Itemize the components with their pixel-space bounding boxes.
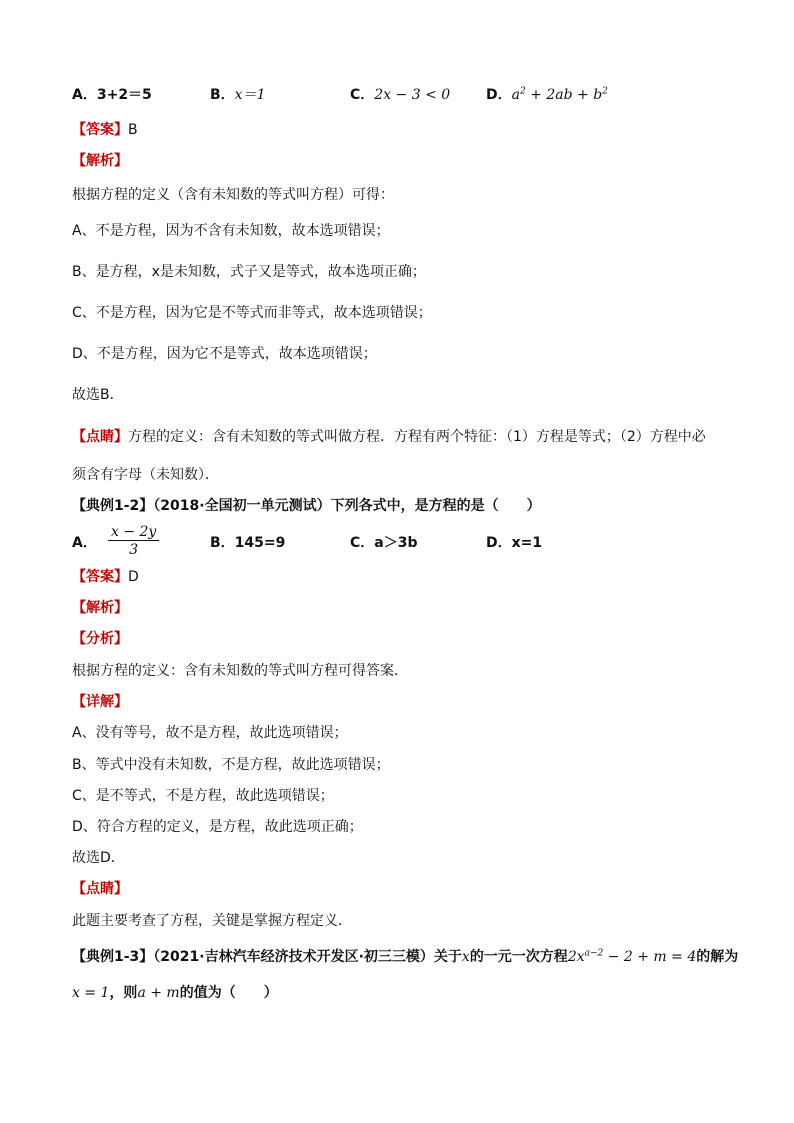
q1-analysis-line-6: 故选B． xyxy=(72,387,124,403)
q1-option-a: A．3+2＝5 xyxy=(72,87,152,103)
q2-analysis-sub-tag: 【分析】 xyxy=(72,631,128,647)
q1-answer: 【答案】B xyxy=(72,122,138,138)
q2-detail-line-4: D、符合方程的定义，是方程，故此选项正确； xyxy=(72,819,363,835)
q1-option-c: C．2x − 3 < 0 xyxy=(350,87,451,103)
q2-comment-line: 此题主要考查了方程，关键是掌握方程定义． xyxy=(72,913,352,929)
q1-comment-line-2: 须含有字母（未知数）． xyxy=(72,467,219,483)
q2-detail-line-2: B、等式中没有未知数，不是方程，故此选项错误； xyxy=(72,757,390,773)
q2-option-a-fraction: $\frac{x - 2y}{3}$ xyxy=(98,524,159,559)
q2-comment-tag: 【点睛】 xyxy=(72,881,128,897)
q2-option-a: A． xyxy=(72,535,97,551)
q2-title: 【典例1-2】（2018·全国初一单元测试）下列各式中，是方程的是（ ） xyxy=(72,498,541,514)
q1-analysis-line-1: 根据方程的定义（含有未知数的等式叫方程）可得： xyxy=(72,187,394,203)
q2-detail-line-3: C、是不等式，不是方程，故此选项错误； xyxy=(72,788,334,804)
q1-analysis-line-4: C、不是方程，因为它是不等式而非等式，故本选项错误； xyxy=(72,305,432,321)
q2-analysis-line: 根据方程的定义：含有未知数的等式叫方程可得答案． xyxy=(72,663,408,679)
q2-analysis-tag: 【解析】 xyxy=(72,600,128,616)
q2-option-b: B．145=9 xyxy=(210,535,286,551)
q2-detail-line-5: 故选D． xyxy=(72,850,125,866)
q1-analysis-line-5: D、不是方程，因为它不是等式，故本选项错误； xyxy=(72,346,377,362)
q3-title-line-2: x = 1，则a + m的值为（ ） xyxy=(72,985,278,1001)
q1-analysis-tag: 【解析】 xyxy=(72,153,128,169)
q2-option-d: D．x=1 xyxy=(486,535,543,551)
q2-detail-line-1: A、没有等号，故不是方程，故此选项错误； xyxy=(72,725,348,741)
q1-option-d: D．$a^2 + 2ab + b^2$ xyxy=(486,86,608,103)
q1-analysis-line-2: A、不是方程，因为不含有未知数，故本选项错误； xyxy=(72,223,390,239)
q2-answer: 【答案】D xyxy=(72,569,139,585)
q1-analysis-line-3: B、是方程，x是未知数，式子又是等式，故本选项正确； xyxy=(72,264,426,280)
q1-comment: 【点睛】方程的定义：含有未知数的等式叫做方程．方程有两个特征：（1）方程是等式；（2）方程中必 xyxy=(72,429,706,445)
q2-detail-tag: 【详解】 xyxy=(72,694,128,710)
q2-option-c: C．a＞3b xyxy=(350,535,418,551)
q3-title: 【典例1-3】（2021·吉林汽车经济技术开发区·初三三模）关于x的一元一次方程$2x^{a-2} - 2 + m = 4$的解为 xyxy=(72,948,739,965)
q1-option-b: B．x＝1 xyxy=(210,87,266,103)
